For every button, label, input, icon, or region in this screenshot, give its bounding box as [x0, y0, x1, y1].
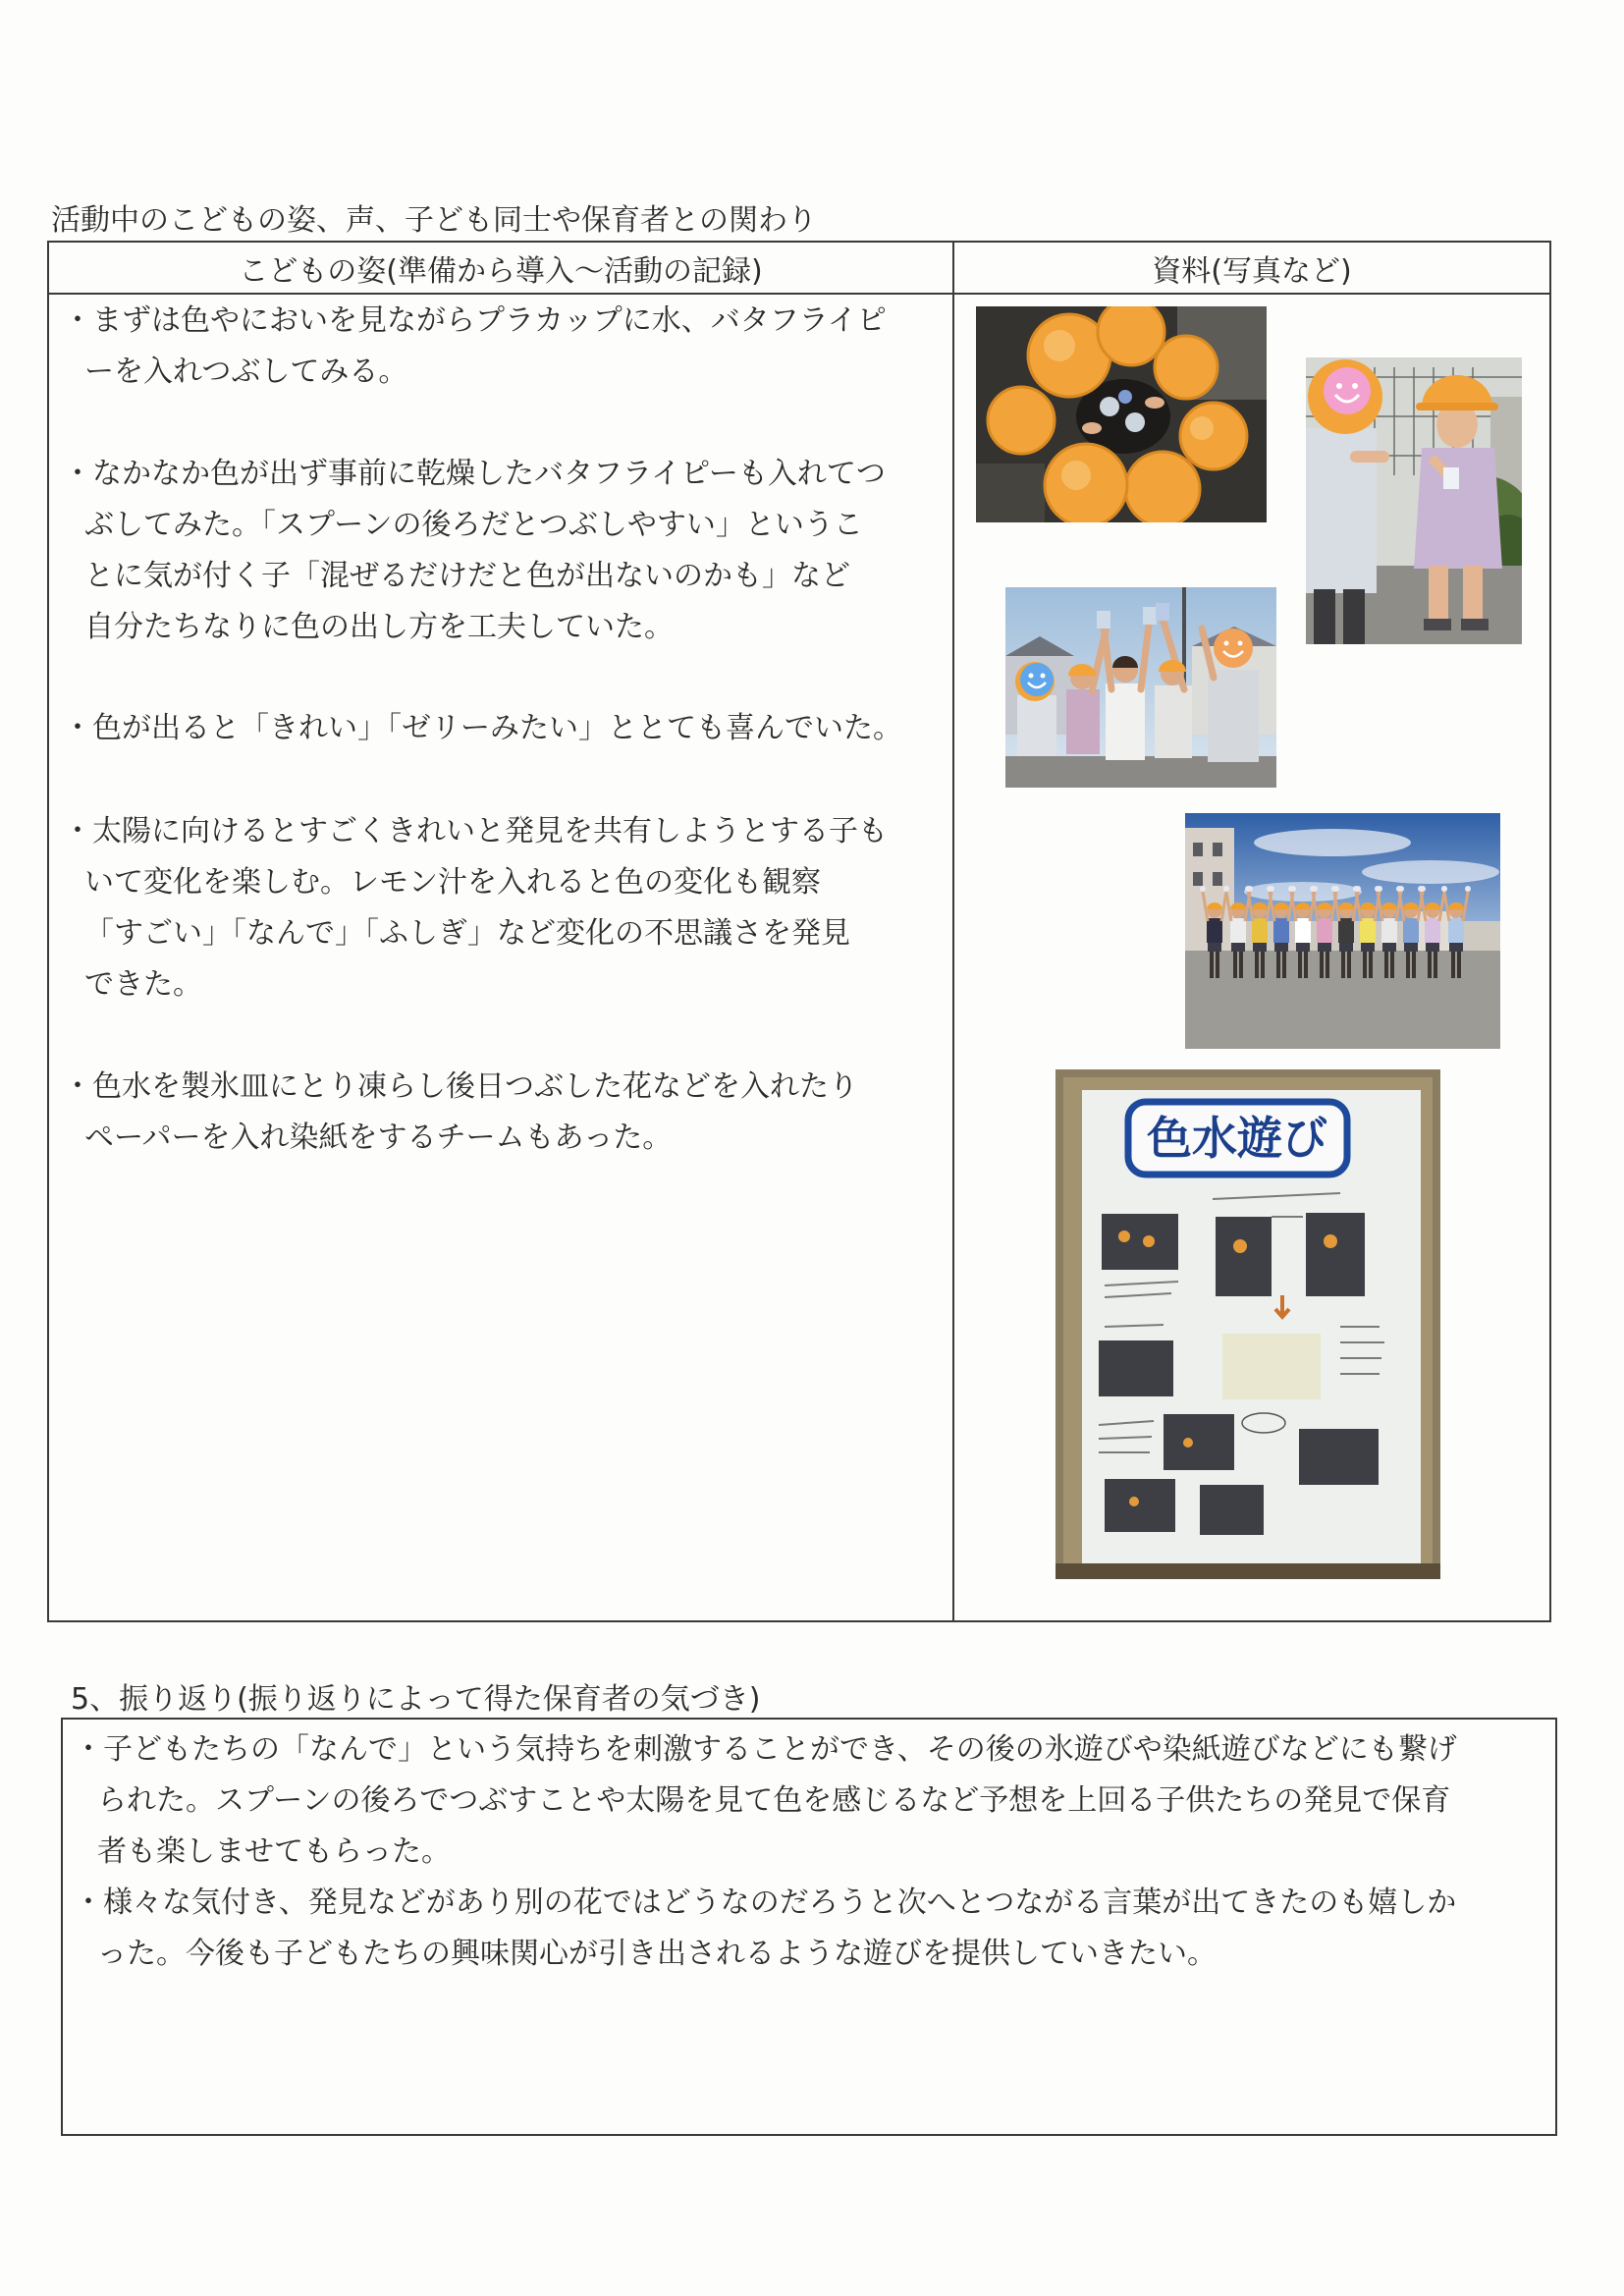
reflection-line: った。今後も子どもたちの興味関心が引き出されるような遊びを提供していきたい。 — [97, 1937, 1217, 1971]
cup — [1097, 611, 1110, 629]
hat-dot — [1233, 1239, 1247, 1253]
reflection-heading: 5、振り返り(振り返りによって得た保育者の気づき) — [71, 1682, 761, 1717]
highlight — [1061, 461, 1091, 490]
hat-dot — [1118, 1230, 1130, 1242]
column-header-child-record: こどもの姿(準備から導入～活動の記録) — [239, 253, 763, 289]
thumbnail — [1105, 1479, 1175, 1532]
record-line: ・まずは色やにおいを見ながらプラカップに水、バタフライピ — [63, 303, 887, 338]
record-item — [63, 703, 902, 754]
thumbnail — [1164, 1414, 1234, 1470]
hat — [988, 387, 1055, 454]
child-shirt — [1017, 695, 1056, 756]
record-line: 「すごい」「なんで」「ふしぎ」など変化の不思議さを発見 — [84, 916, 850, 951]
poster-title: 色水遊び — [1147, 1112, 1327, 1165]
column-header-materials: 資料(写真など) — [1152, 253, 1352, 289]
hat — [1155, 336, 1218, 399]
child-left-leg — [1343, 589, 1365, 644]
smiley-eye — [1352, 383, 1358, 389]
smiley-eye — [1041, 674, 1046, 679]
cup — [1443, 467, 1459, 489]
photo-top-view-hats — [976, 306, 1267, 522]
thumbnail — [1099, 1340, 1173, 1396]
cloud — [1244, 882, 1362, 902]
window — [1193, 872, 1203, 886]
record-line: ペーパーを入れ染紙をするチームもあった。 — [84, 1121, 673, 1155]
hat — [1180, 403, 1247, 469]
cloud — [1254, 829, 1411, 856]
thumbnail — [1299, 1429, 1379, 1485]
smiley-eye — [1029, 674, 1034, 679]
hat-dot — [1129, 1497, 1139, 1506]
cup — [1125, 412, 1145, 432]
cup — [1100, 397, 1119, 416]
photo-wall-poster — [1056, 1069, 1440, 1579]
cup — [1143, 607, 1157, 625]
thumbnail — [1306, 1213, 1365, 1296]
child-shirt — [1208, 670, 1259, 762]
photo-children-by-fence — [1306, 357, 1522, 644]
table-header-divider — [49, 293, 1549, 295]
thumbnail — [1216, 1217, 1272, 1296]
blue-smiley-sticker — [1020, 663, 1054, 696]
window — [1193, 843, 1203, 856]
reflection-line: ・様々な気付き、発見などがあり別の花ではどうなのだろうと次へとつながる言葉が出てきたのも嬉しか — [74, 1886, 1457, 1920]
child-right-leg — [1429, 566, 1448, 623]
arm — [1350, 451, 1389, 463]
activity-heading: 活動中のこどもの姿、声、子ども同士や保育者との関わり — [51, 203, 817, 238]
hat-dot — [1183, 1438, 1193, 1448]
child-right-shirt — [1414, 448, 1502, 569]
record-line: ・なかなか色が出ず事前に乾燥したバタフライピーも入れてつ — [63, 457, 886, 491]
hat-dot — [1324, 1234, 1337, 1248]
hand — [1082, 422, 1102, 434]
record-line: ・色水を製氷皿にとり凍らし後日つぶした花などを入れたり — [63, 1069, 858, 1104]
thumbnail — [1200, 1485, 1264, 1535]
hat — [1125, 452, 1200, 522]
reflection-line: られた。スプーンの後ろでつぶすことや太陽を見て色を感じるなど予想を上回る子供たちの発見で保育 — [97, 1783, 1451, 1818]
child-shirt — [1155, 685, 1192, 758]
hand — [1145, 397, 1164, 409]
child-right-leg — [1463, 566, 1483, 623]
smiley-eye — [1336, 383, 1342, 389]
hat — [1098, 306, 1164, 365]
cup — [1156, 603, 1169, 621]
reflection-box — [61, 1718, 1557, 2136]
reflection-line: ・子どもたちの「なんで」という気持ちを刺激することができ、その後の氷遊びや染紙遊びなどにも繋げ — [74, 1732, 1457, 1767]
pink-smiley-sticker — [1324, 367, 1371, 414]
cloud — [1362, 860, 1499, 884]
child-left-leg — [1314, 589, 1335, 644]
highlight — [1190, 416, 1214, 440]
blank-sheet — [1222, 1334, 1321, 1399]
record-line: ぶしてみた。「スプーンの後ろだとつぶしやすい」というこ — [84, 508, 863, 542]
cup-colored-water — [1118, 390, 1132, 404]
record-line: とに気が付く子「混ぜるだけだと色が出ないのかも」など — [84, 559, 850, 593]
record-item — [63, 296, 887, 398]
record-line: いて変化を楽しむ。レモン汁を入れると色の変化も観察 — [84, 865, 821, 900]
photo-group-playground — [1185, 813, 1500, 1049]
record-line: ・太陽に向けるとすごくきれいと発見を共有しようとする子も — [63, 814, 888, 848]
activity-table — [47, 241, 1551, 1622]
record-line: ーを入れつぶしてみる。 — [84, 355, 408, 389]
child-shirt — [1066, 689, 1100, 754]
record-line: ・色が出ると「きれい」「ゼリーみたい」ととても喜んでいた。 — [63, 711, 902, 745]
hat-dot — [1143, 1235, 1155, 1247]
record-line: できた。 — [84, 967, 202, 1002]
window — [1213, 843, 1222, 856]
shoe — [1424, 619, 1451, 630]
window — [1213, 872, 1222, 886]
frame-bottom — [1056, 1563, 1440, 1579]
table-column-divider — [952, 243, 954, 1620]
record-item — [63, 1062, 858, 1164]
thumbnail — [1102, 1214, 1178, 1270]
record-line: 自分たちなりに色の出し方を工夫していた。 — [84, 610, 674, 644]
shoe — [1461, 619, 1489, 630]
ground-patch — [976, 464, 1045, 522]
hat-brim — [1416, 403, 1498, 410]
reflection-text — [74, 1724, 1457, 1980]
child-shirt — [1106, 683, 1145, 760]
orange-smiley-sticker — [1214, 629, 1253, 668]
record-item — [63, 806, 888, 1011]
reflection-line: 者も楽しませてもらった。 — [97, 1834, 451, 1869]
highlight — [1044, 330, 1075, 361]
smiley-eye — [1238, 641, 1243, 646]
smiley-eye — [1224, 641, 1229, 646]
record-item — [63, 449, 886, 653]
photo-children-raising-cups — [1005, 587, 1276, 788]
